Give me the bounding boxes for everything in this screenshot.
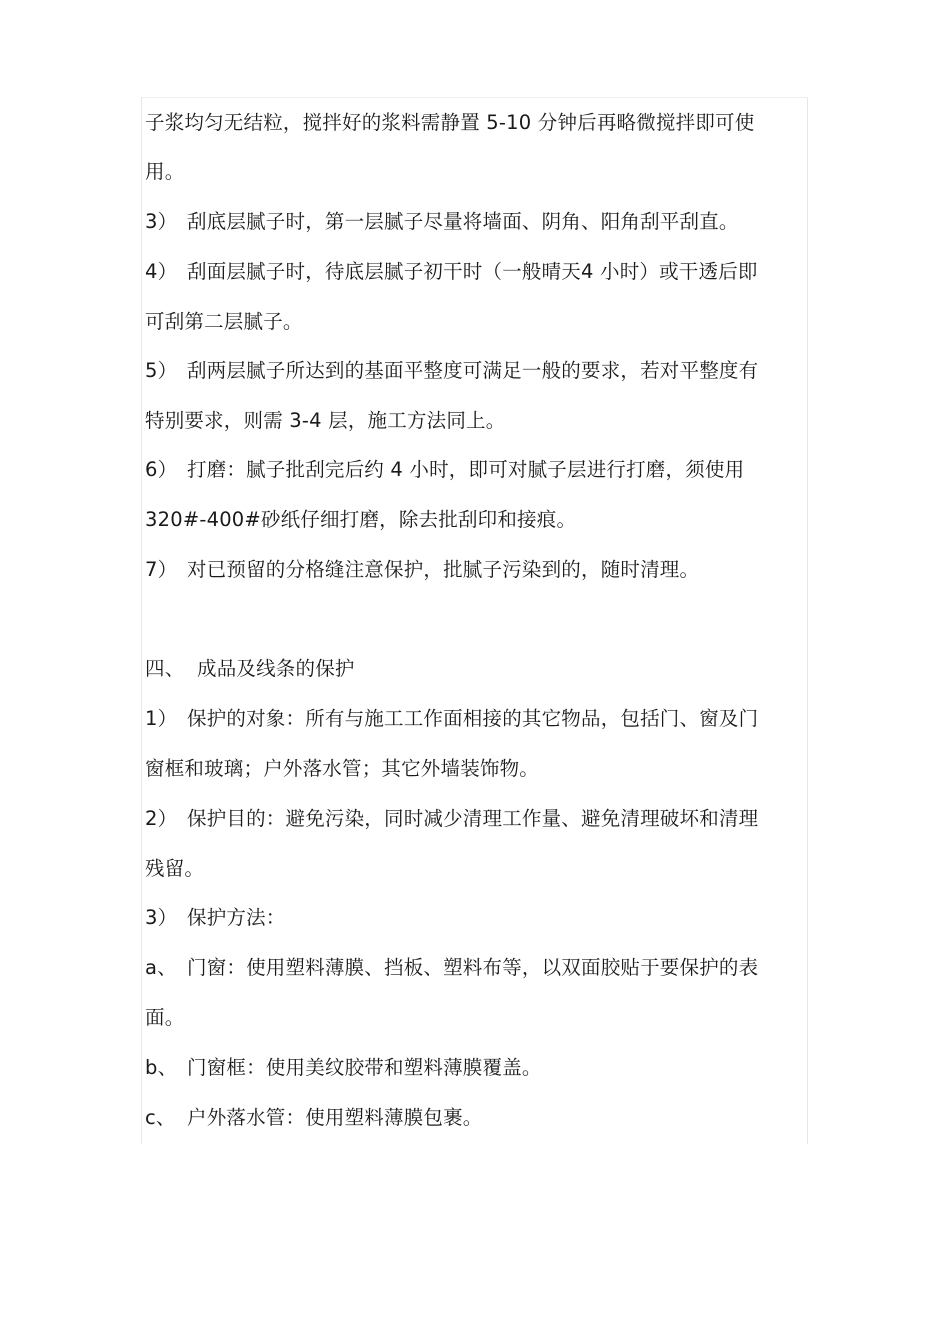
item-number: a、	[145, 956, 177, 979]
line-text: 保护的对象：所有与施工工作面相接的其它物品，包括门、窗及门	[187, 707, 759, 730]
section-number: 四、	[145, 657, 185, 680]
list-item	[145, 457, 817, 483]
line-text: 用。	[145, 160, 185, 183]
item-number: 6）	[145, 458, 178, 481]
line-text: 面。	[145, 1006, 185, 1029]
text-line	[145, 756, 817, 782]
item-number: 4）	[145, 260, 178, 283]
line-text: 可刮第二层腻子。	[145, 310, 303, 333]
list-item	[145, 557, 817, 583]
list-item	[145, 905, 817, 931]
line-text: 户外落水管：使用塑料薄膜包裹。	[187, 1106, 483, 1129]
section-title: 成品及线条的保护	[197, 657, 355, 680]
item-number: 3）	[145, 906, 178, 929]
item-number: 3）	[145, 210, 178, 233]
section-heading	[145, 656, 817, 682]
line-text: 子浆均匀无结粒，搅拌好的浆料需静置 5-10 分钟后再略微搅拌即可使	[145, 111, 755, 134]
list-item	[145, 706, 817, 732]
item-number: 5）	[145, 359, 178, 382]
line-text: 320#-400#砂纸仔细打磨，除去批刮印和接痕。	[145, 508, 577, 531]
text-line	[145, 159, 817, 185]
line-text: 刮面层腻子时，待底层腻子初干时（一般晴天4 小时）或干透后即	[187, 260, 758, 283]
line-text: 保护目的：避免污染，同时减少清理工作量、避免清理破坏和清理	[187, 807, 759, 830]
item-number: 1）	[145, 707, 178, 730]
list-item	[145, 358, 817, 384]
list-item	[145, 955, 817, 981]
item-number: 7）	[145, 558, 178, 581]
text-line	[145, 1005, 817, 1031]
line-text: 刮底层腻子时，第一层腻子尽量将墙面、阴角、阳角刮平刮直。	[187, 210, 739, 233]
list-item	[145, 259, 817, 285]
list-item	[145, 209, 817, 235]
list-item	[145, 1055, 817, 1081]
line-text: 打磨：腻子批刮完后约 4 小时，即可对腻子层进行打磨，须使用	[187, 458, 745, 481]
item-number: c、	[145, 1106, 176, 1129]
list-item	[145, 806, 817, 832]
item-number: b、	[145, 1056, 178, 1079]
line-text: 残留。	[145, 857, 205, 880]
text-line	[145, 110, 817, 136]
page-frame	[141, 97, 808, 1144]
line-text: 门窗：使用塑料薄膜、挡板、塑料布等，以双面胶贴于要保护的表	[187, 956, 759, 979]
line-text: 对已预留的分格缝注意保护，批腻子污染到的，随时清理。	[187, 558, 700, 581]
line-text: 刮两层腻子所达到的基面平整度可满足一般的要求，若对平整度有	[187, 359, 759, 382]
line-text: 保护方法：	[187, 906, 286, 929]
list-item	[145, 1105, 817, 1131]
line-text: 门窗框：使用美纹胶带和塑料薄膜覆盖。	[187, 1056, 542, 1079]
text-line	[145, 408, 817, 434]
text-line	[145, 309, 817, 335]
line-text: 窗框和玻璃；户外落水管；其它外墙装饰物。	[145, 757, 540, 780]
line-text: 特别要求，则需 3-4 层，施工方法同上。	[145, 409, 506, 432]
item-number: 2）	[145, 807, 178, 830]
text-line	[145, 856, 817, 882]
text-line	[145, 507, 817, 533]
